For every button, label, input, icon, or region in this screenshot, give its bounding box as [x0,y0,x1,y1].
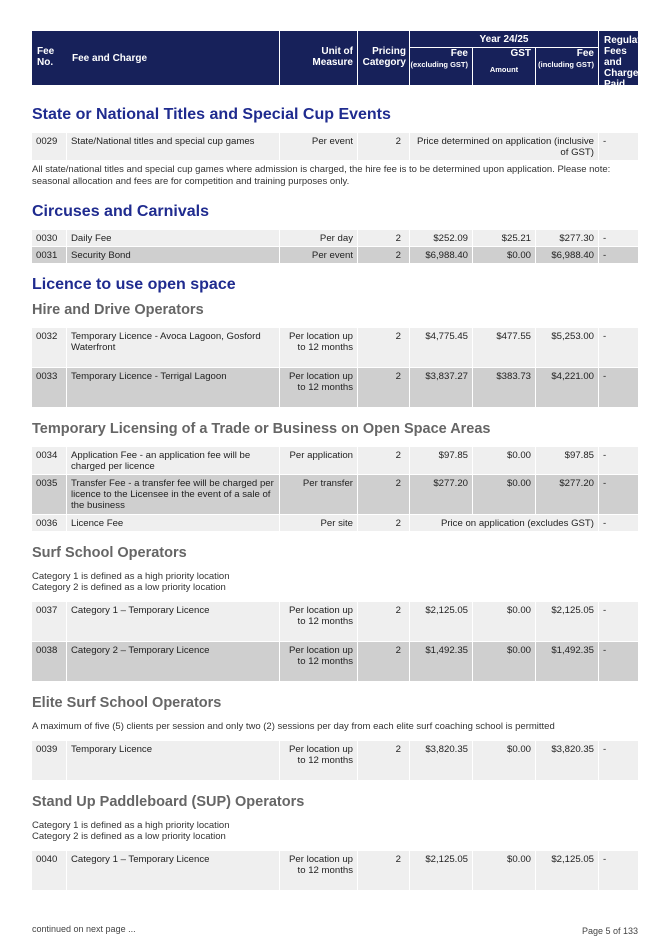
subsection-title-sup: Stand Up Paddleboard (SUP) Operators [32,794,305,810]
header-year-group [410,31,598,85]
table-row: 0032 Temporary Licence - Avoca Lagoon, Gosford Waterfront Per location up to 12 months 2 $4,775.45 $477.55 $5,253.00 - [32,328,638,367]
section-note: Category 1 is defined as a high priority location [32,820,230,831]
section-title-licence-open-space: Licence to use open space [32,276,236,293]
table-row: 0038 Category 2 – Temporary Licence Per location up to 12 months 2 $1,492.35 $0.00 $1,492.35 - [32,642,638,681]
header-year: Year 24/25 [479,34,529,45]
header-regulatory: Regulatory Fees and Charges Paid to [599,31,638,85]
header-fee-excl: Fee (excluding GST) [410,48,468,69]
table-row: 0033 Temporary Licence - Terrigal Lagoon Per location up to 12 months 2 $3,837.27 $383.73 $4,221.00 - [32,368,638,407]
table-row: 0031 Security Bond Per event 2 $6,988.40 $0.00 $6,988.40 - [32,247,638,263]
header-fee-no: Fee No. [32,31,67,85]
continued-note: continued on next page ... [32,924,136,934]
table-row: 0029 State/National titles and special cup games Per event 2 Price determined on application (inclusive of GST) - [32,133,638,160]
header-unit-of-measure: Unit of Measure [280,31,357,85]
table-row: 0036 Licence Fee Per site 2 Price on application (excludes GST) - [32,515,638,531]
section-note: All state/national titles and special cup games where admission is charged, the hire fee is to be determined upon application. Please note: seasonal allocation and fees are for competition and training purposes only. [32,164,611,187]
subsection-title-elite-surf: Elite Surf School Operators [32,695,222,711]
section-title-state-national: State or National Titles and Special Cup Events [32,106,391,123]
section-note: Category 2 is defined as a low priority location [32,582,226,593]
table-row: 0030 Daily Fee Per day 2 $252.09 $25.21 $277.30 - [32,230,638,246]
subsection-title-temporary-licensing: Temporary Licensing of a Trade or Business on Open Space Areas [32,421,491,437]
section-note: Category 2 is defined as a low priority location [32,831,226,842]
section-note: Category 1 is defined as a high priority location [32,571,230,582]
header-fee-incl: Fee (including GST) [538,48,594,69]
table-row: 0040 Category 1 – Temporary Licence Per location up to 12 months 2 $2,125.05 $0.00 $2,125.05 - [32,851,638,890]
header-pricing-category: Pricing Category [358,31,409,85]
header-fee-and-charge: Fee and Charge [67,31,279,85]
fee-schedule-page [32,31,657,876]
section-title-circuses: Circuses and Carnivals [32,203,209,220]
table-row: 0035 Transfer Fee - a transfer fee will be charged per licence to the Licensee in the event of a sale of the business Per transfer 2 $277.20 $0.00 $277.20 - [32,475,638,514]
table-header [32,31,657,101]
header-gst: GST Amount [472,48,536,85]
section-note: A maximum of five (5) clients per session and only two (2) sessions per day from each elite surf coaching school is permitted [32,721,555,732]
subsection-title-hire-drive: Hire and Drive Operators [32,302,204,318]
page-number: Page 5 of 133 [581,926,638,936]
table-row: 0039 Temporary Licence Per location up to 12 months 2 $3,820.35 $0.00 $3,820.35 - [32,741,638,780]
table-row: 0034 Application Fee - an application fee will be charged per licence Per application 2 $97.85 $0.00 $97.85 - [32,447,638,474]
table-row: 0037 Category 1 – Temporary Licence Per location up to 12 months 2 $2,125.05 $0.00 $2,125.05 - [32,602,638,641]
subsection-title-surf-school: Surf School Operators [32,545,187,561]
